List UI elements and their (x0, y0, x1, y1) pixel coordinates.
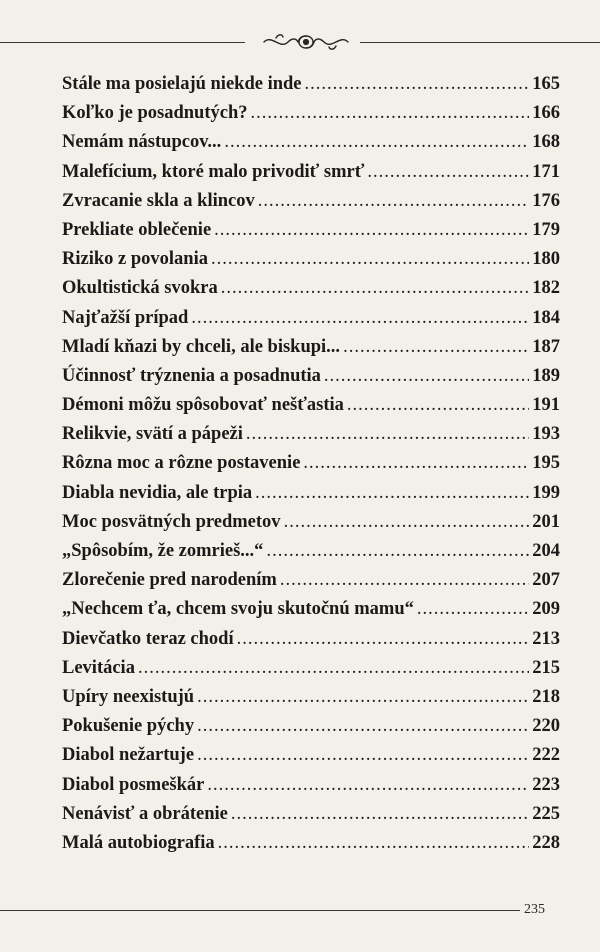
toc-entry (62, 595, 560, 624)
toc-entry-page: 213 (532, 628, 560, 649)
toc-entry (62, 128, 560, 157)
toc-entry-page: 191 (532, 395, 560, 416)
toc-entry (62, 537, 560, 566)
dot-leader (138, 654, 529, 683)
header-rule-left (0, 42, 245, 43)
toc-entry-title: Stále ma posielajú niekde inde (62, 74, 302, 94)
toc-entry (62, 274, 560, 303)
dot-leader (367, 158, 529, 187)
dot-leader (347, 391, 529, 420)
footer-rule (0, 910, 520, 911)
toc-entry-title: Relikvie, svätí a pápeži (62, 424, 243, 445)
toc-entry-title: Démoni môžu spôsobovať nešťastia (62, 395, 344, 416)
toc-entry-page: 195 (532, 453, 560, 474)
page-number: 235 (524, 902, 545, 917)
toc-entry-title: Nenávisť a obrátenie (62, 803, 228, 824)
toc-entry (62, 741, 560, 770)
scroll-flourish-icon (260, 28, 352, 56)
dot-leader (324, 362, 529, 391)
header-rule-right (360, 42, 600, 43)
dot-leader (207, 771, 529, 800)
dot-leader (197, 741, 529, 770)
toc-entry-title: Diabol posmeškár (62, 774, 205, 795)
toc-entry-title: Mladí kňazi by chceli, ale biskupi... (62, 336, 341, 357)
toc-entry (62, 245, 560, 274)
toc-entry (62, 712, 560, 741)
toc-entry-page: 209 (532, 599, 560, 620)
toc-entry (62, 479, 560, 508)
toc-entry-page: 184 (532, 307, 560, 328)
toc-entry (62, 566, 560, 595)
toc-entry (62, 187, 560, 216)
toc-entry (62, 508, 560, 537)
dot-leader (343, 333, 529, 362)
table-of-contents (62, 70, 560, 858)
toc-entry-page: 187 (532, 336, 560, 357)
toc-entry (62, 391, 560, 420)
dot-leader (218, 829, 530, 858)
toc-entry-page: 179 (532, 219, 560, 240)
toc-entry-title: Zlorečenie pred narodením (62, 570, 277, 591)
toc-entry (62, 829, 560, 858)
toc-entry (62, 771, 560, 800)
toc-entry-title: Diabla nevidia, ale trpia (62, 482, 253, 503)
toc-entry-page: 218 (532, 686, 560, 707)
toc-entry (62, 158, 560, 187)
toc-entry (62, 70, 560, 99)
dot-leader (280, 566, 529, 595)
dot-leader (284, 508, 530, 537)
toc-entry-title: Riziko z povolania (62, 249, 208, 270)
toc-entry-page: 204 (532, 541, 560, 561)
dot-leader (237, 625, 530, 654)
dot-leader (303, 449, 529, 478)
toc-entry-page: 223 (532, 774, 560, 795)
toc-entry-page: 168 (532, 132, 560, 153)
toc-entry-title: Levitácia (62, 657, 135, 678)
toc-entry-title: Malá autobiografia (62, 832, 215, 853)
toc-entry-title: „Spôsobím, že zomrieš...“ (62, 541, 264, 561)
dot-leader (221, 274, 530, 303)
toc-entry-title: Zvracanie skla a klincov (62, 190, 255, 211)
toc-entry-title: Pokušenie pýchy (62, 716, 195, 737)
toc-entry-page: 189 (532, 365, 560, 386)
dot-leader (417, 595, 529, 624)
toc-entry-title: Rôzna moc a rôzne postavenie (62, 453, 301, 474)
dot-leader (197, 712, 529, 741)
toc-entry (62, 216, 560, 245)
dot-leader (211, 245, 529, 274)
toc-entry-page: 182 (532, 278, 560, 299)
toc-entry-title: Nemám nástupcov... (62, 132, 222, 153)
dot-leader (255, 479, 529, 508)
toc-entry-page: 225 (532, 803, 560, 824)
toc-entry (62, 625, 560, 654)
dot-leader (251, 99, 530, 128)
dot-leader (214, 216, 529, 245)
toc-entry-page: 228 (532, 832, 560, 853)
toc-entry-title: Dievčatko teraz chodí (62, 628, 234, 649)
toc-entry-page: 166 (532, 103, 560, 124)
toc-entry-page: 220 (532, 716, 560, 737)
toc-entry-page: 171 (532, 161, 560, 182)
toc-entry (62, 449, 560, 478)
toc-entry (62, 99, 560, 128)
toc-entry-title: Moc posvätných predmetov (62, 511, 281, 532)
toc-entry (62, 362, 560, 391)
toc-entry-title: Upíry neexistujú (62, 686, 195, 707)
toc-entry-title: Okultistická svokra (62, 278, 218, 299)
toc-entry-page: 201 (532, 511, 560, 532)
toc-entry-title: Účinnosť trýznenia a posadnutia (62, 365, 321, 386)
toc-entry (62, 800, 560, 829)
toc-entry (62, 654, 560, 683)
toc-entry-page: 176 (532, 190, 560, 211)
toc-entry-title: Koľko je posadnutých? (62, 103, 248, 124)
toc-entry-page: 207 (532, 570, 560, 591)
toc-entry-page: 222 (532, 745, 560, 766)
toc-entry-title: Najťažší prípad (62, 307, 189, 328)
dot-leader (258, 187, 530, 216)
toc-entry-page: 193 (532, 424, 560, 445)
toc-entry (62, 304, 560, 333)
toc-entry-page: 199 (532, 482, 560, 503)
dot-leader (231, 800, 529, 829)
toc-entry-title: Malefícium, ktoré malo privodiť smrť (62, 161, 365, 182)
dot-leader (197, 683, 529, 712)
dot-leader (191, 304, 529, 333)
toc-entry-page: 215 (532, 657, 560, 678)
toc-entry-page: 180 (532, 249, 560, 270)
page-header (0, 22, 600, 62)
dot-leader (266, 537, 529, 566)
toc-entry (62, 420, 560, 449)
dot-leader (305, 70, 530, 99)
toc-entry-title: Prekliate oblečenie (62, 219, 212, 240)
toc-entry-page: 165 (532, 74, 560, 94)
toc-entry-title: „Nechcem ťa, chcem svoju skutočnú mamu“ (62, 599, 414, 620)
toc-entry (62, 333, 560, 362)
toc-entry (62, 683, 560, 712)
toc-entry-title: Diabol nežartuje (62, 745, 195, 766)
dot-leader (246, 420, 529, 449)
dot-leader (224, 128, 529, 157)
